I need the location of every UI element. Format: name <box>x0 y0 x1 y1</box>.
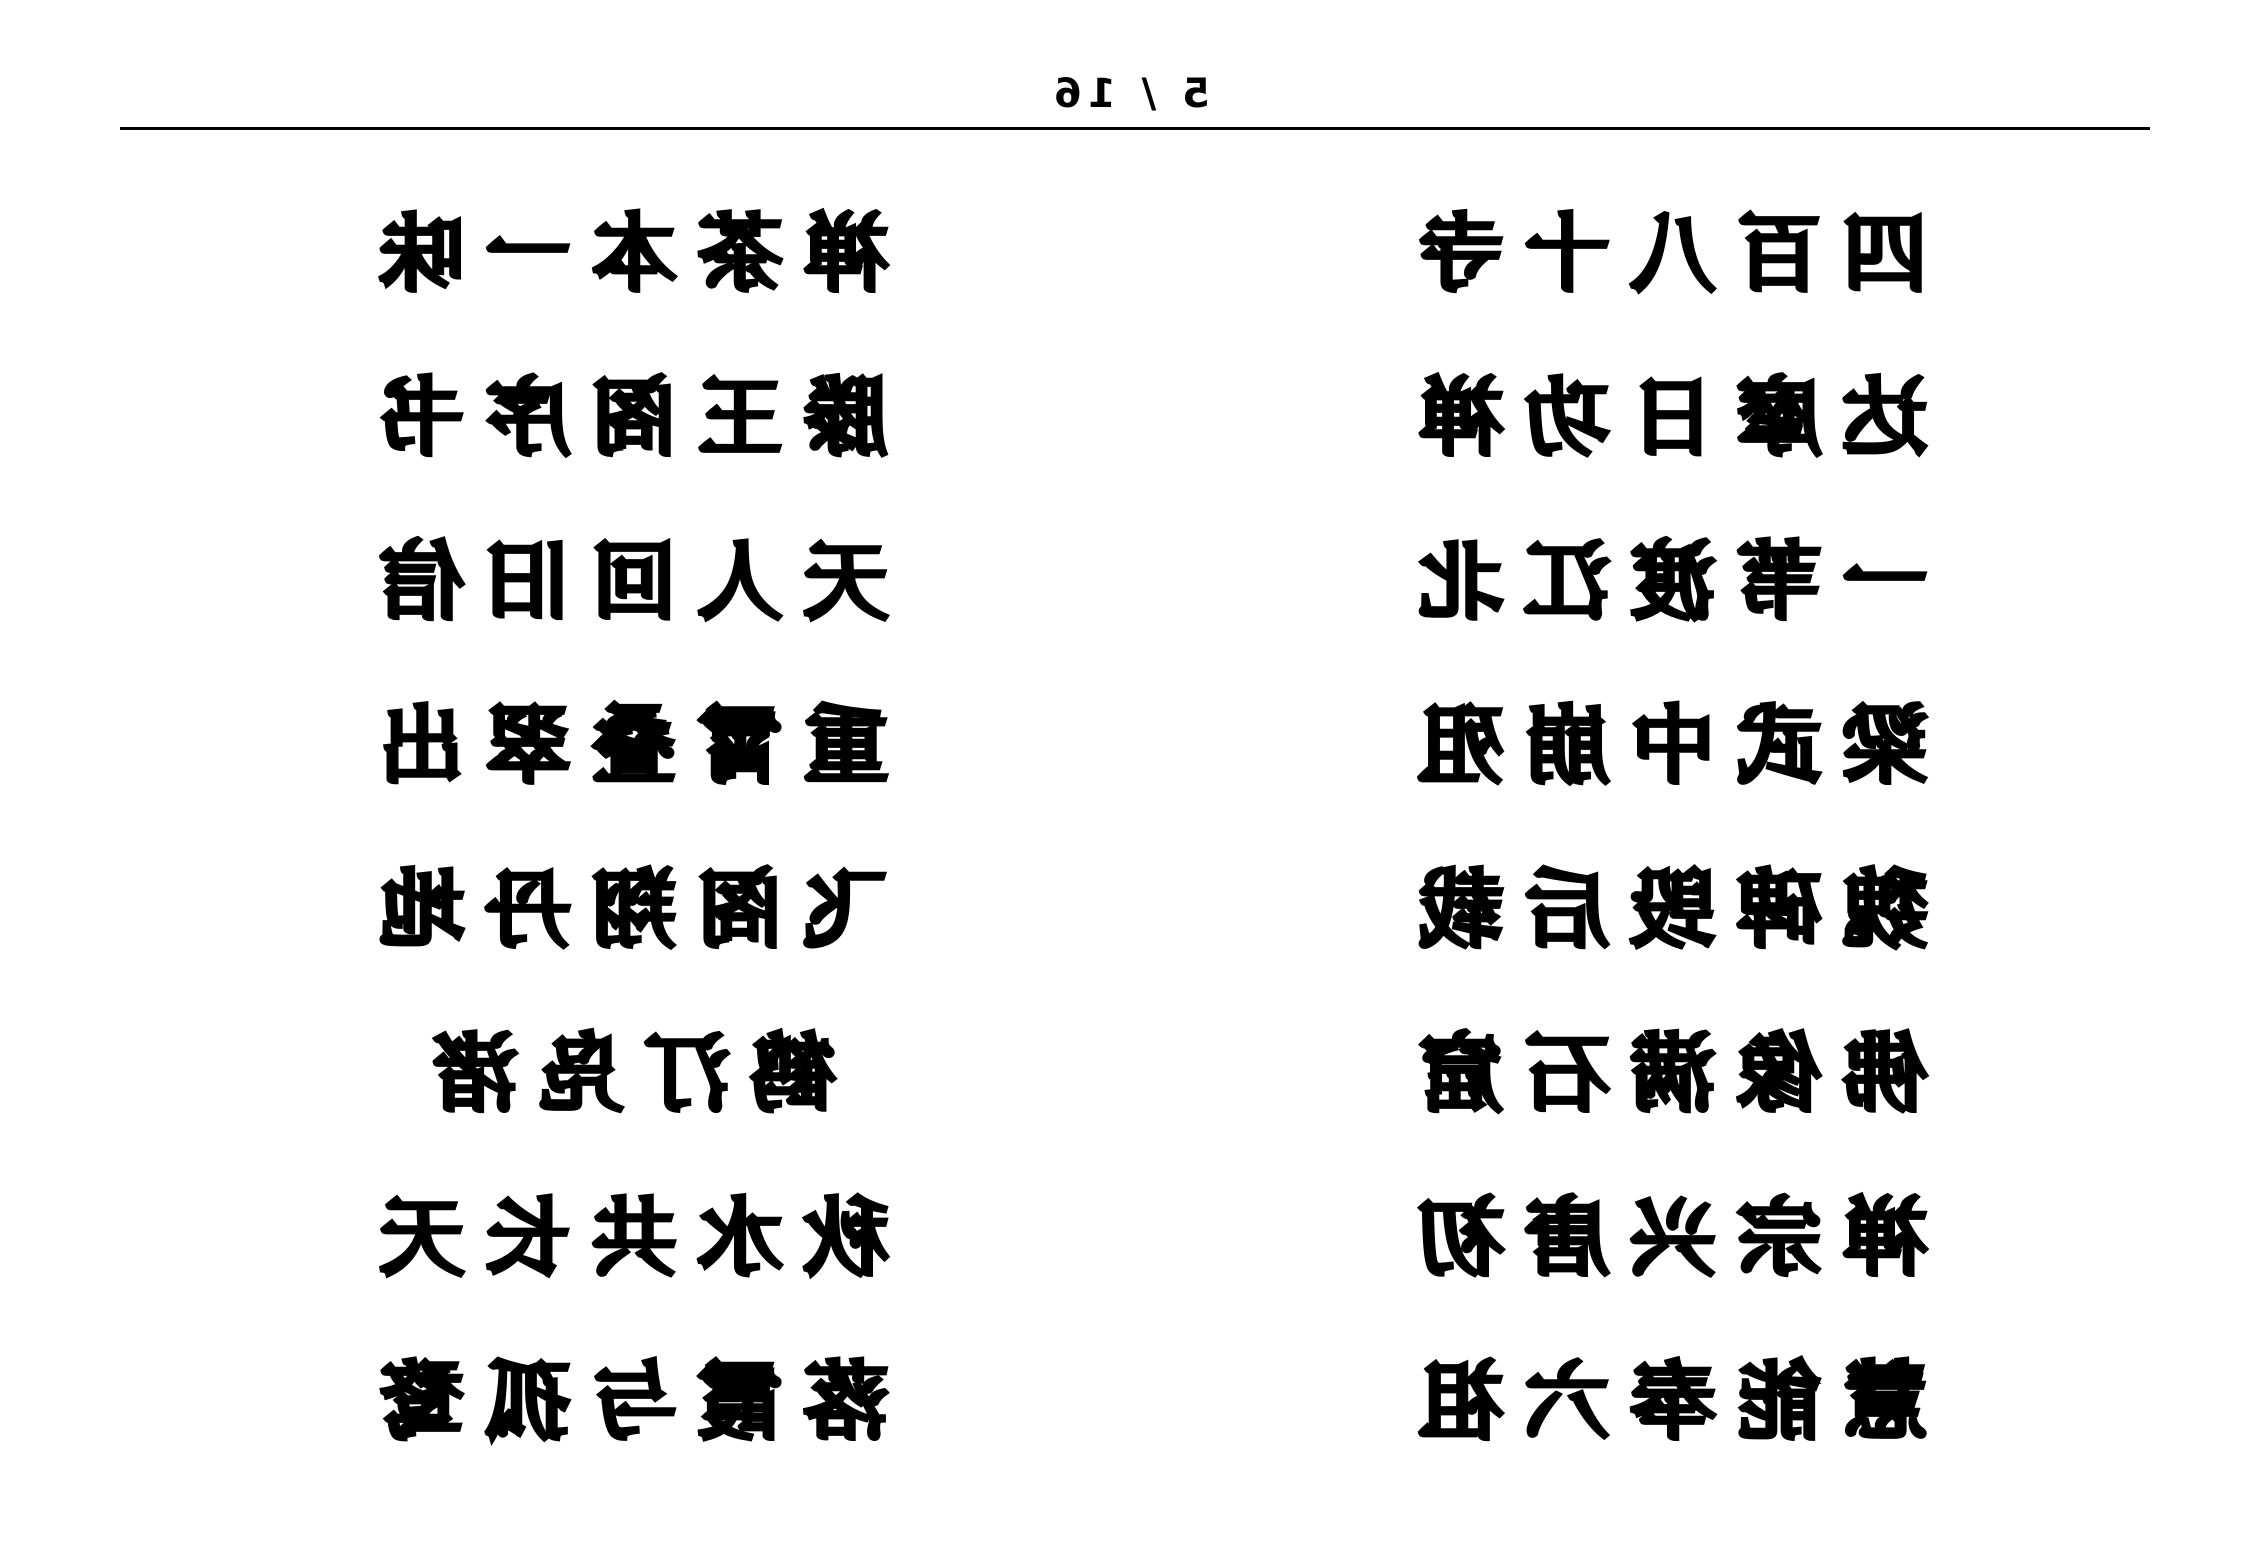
couplet-text: 梁武中崩殂 <box>1396 697 1927 795</box>
couplet-text: 魏碑毁后载 <box>1396 861 1927 959</box>
couplet-text: 鹤汀凫渚 <box>410 1025 835 1123</box>
couplet-text: 落霞与孤鹜 <box>357 1353 888 1451</box>
couplet-line <box>323 1012 923 1176</box>
couplet-text: 慧能奉六祖 <box>1396 1353 1927 1451</box>
couplet-line <box>323 1176 923 1340</box>
couplet-text: 重霄叠翠出 <box>357 697 888 795</box>
couplet-line <box>323 1340 923 1504</box>
couplet-line <box>323 848 923 1012</box>
couplet-line <box>1362 1176 1962 1340</box>
couplet-line <box>1362 356 1962 520</box>
page-number: 5 / 16 <box>1048 71 1210 117</box>
couplet-line <box>323 192 923 356</box>
couplet-text: 一苇渡江北 <box>1396 533 1927 631</box>
couplet-line <box>323 356 923 520</box>
couplet-text: 禅宗兴唐初 <box>1396 1189 1927 1287</box>
couplet-text: 佛像满石窟 <box>1396 1025 1927 1123</box>
couplet-text: 滕王阁序书 <box>357 369 888 467</box>
couplet-text: 达摩日功禅 <box>1396 369 1927 467</box>
couplet-line <box>1362 1012 1962 1176</box>
couplet-text: 秋水共长天 <box>357 1189 888 1287</box>
couplet-line <box>1362 1340 1962 1504</box>
couplet-text: 禅茶本一味 <box>357 205 888 303</box>
couplet-line <box>1362 684 1962 848</box>
couplet-text: 天人回旧信 <box>357 533 888 631</box>
couplet-line <box>1362 192 1962 356</box>
couplet-line <box>323 684 923 848</box>
left-couplet-column <box>323 192 923 1504</box>
couplet-text: 飞阁翔丹地 <box>357 861 888 959</box>
couplet-line <box>1362 520 1962 684</box>
right-couplet-column <box>1362 192 1962 1504</box>
header-rule <box>120 127 2150 130</box>
couplet-line <box>1362 848 1962 1012</box>
couplet-line <box>323 520 923 684</box>
couplet-text: 四百八十寺 <box>1396 205 1927 303</box>
